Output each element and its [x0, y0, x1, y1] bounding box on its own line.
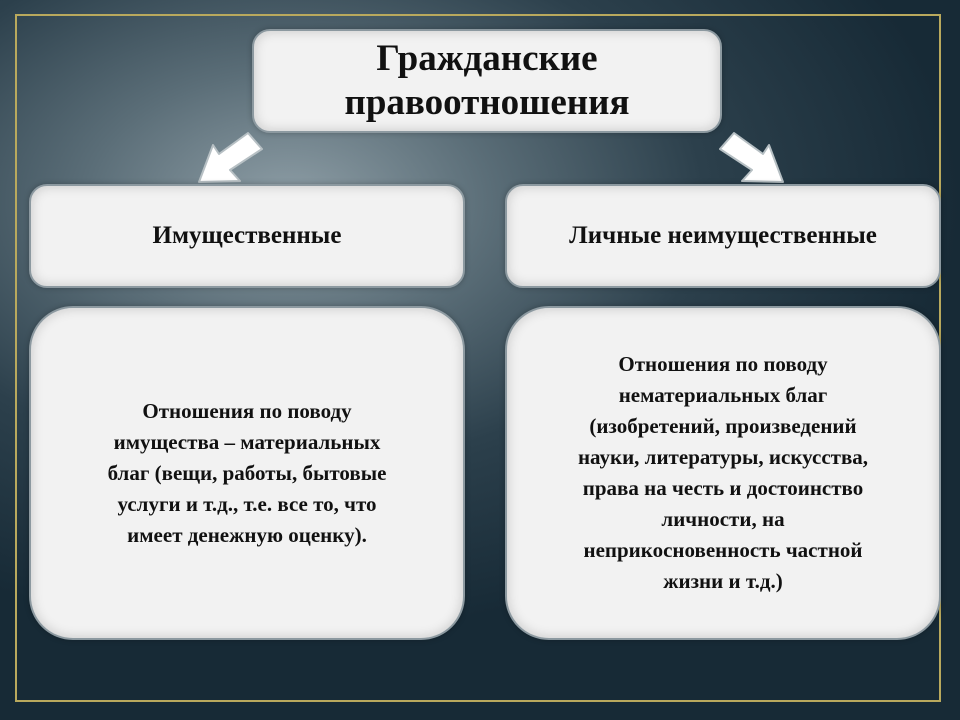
description-property: [29, 306, 465, 640]
category-property: [29, 184, 465, 288]
description-line: неприкосновенность частной: [583, 538, 863, 562]
description-line: Отношения по поводу: [618, 352, 828, 376]
description-line: (изобретений, произведений: [589, 414, 857, 438]
description-line: имеет денежную оценку).: [127, 522, 367, 547]
category-property-label: Имущественные: [152, 222, 342, 249]
description-line: Отношения по поводу: [142, 398, 352, 423]
description-line: имущества – материальных: [113, 429, 381, 454]
arrow-down-left-icon: [199, 133, 262, 182]
description-line: услуги и т.д., т.е. все то, что: [117, 491, 377, 516]
description-personal: [505, 306, 941, 640]
arrow-down-right-icon: [720, 133, 783, 182]
title-line-1: Гражданские: [376, 38, 598, 79]
title-line-2: правоотношения: [344, 82, 630, 123]
category-personal-label: Личные неимущественные: [569, 222, 877, 249]
description-line: нематериальных благ: [618, 383, 828, 407]
description-line: личности, на: [661, 507, 785, 531]
description-line: науки, литературы, искусства,: [577, 445, 869, 469]
category-personal-non-property: [505, 184, 941, 288]
description-line: благ (вещи, работы, бытовые: [107, 460, 387, 485]
description-line: права на честь и достоинство: [582, 476, 864, 500]
description-line: жизни и т.д.): [663, 569, 783, 593]
